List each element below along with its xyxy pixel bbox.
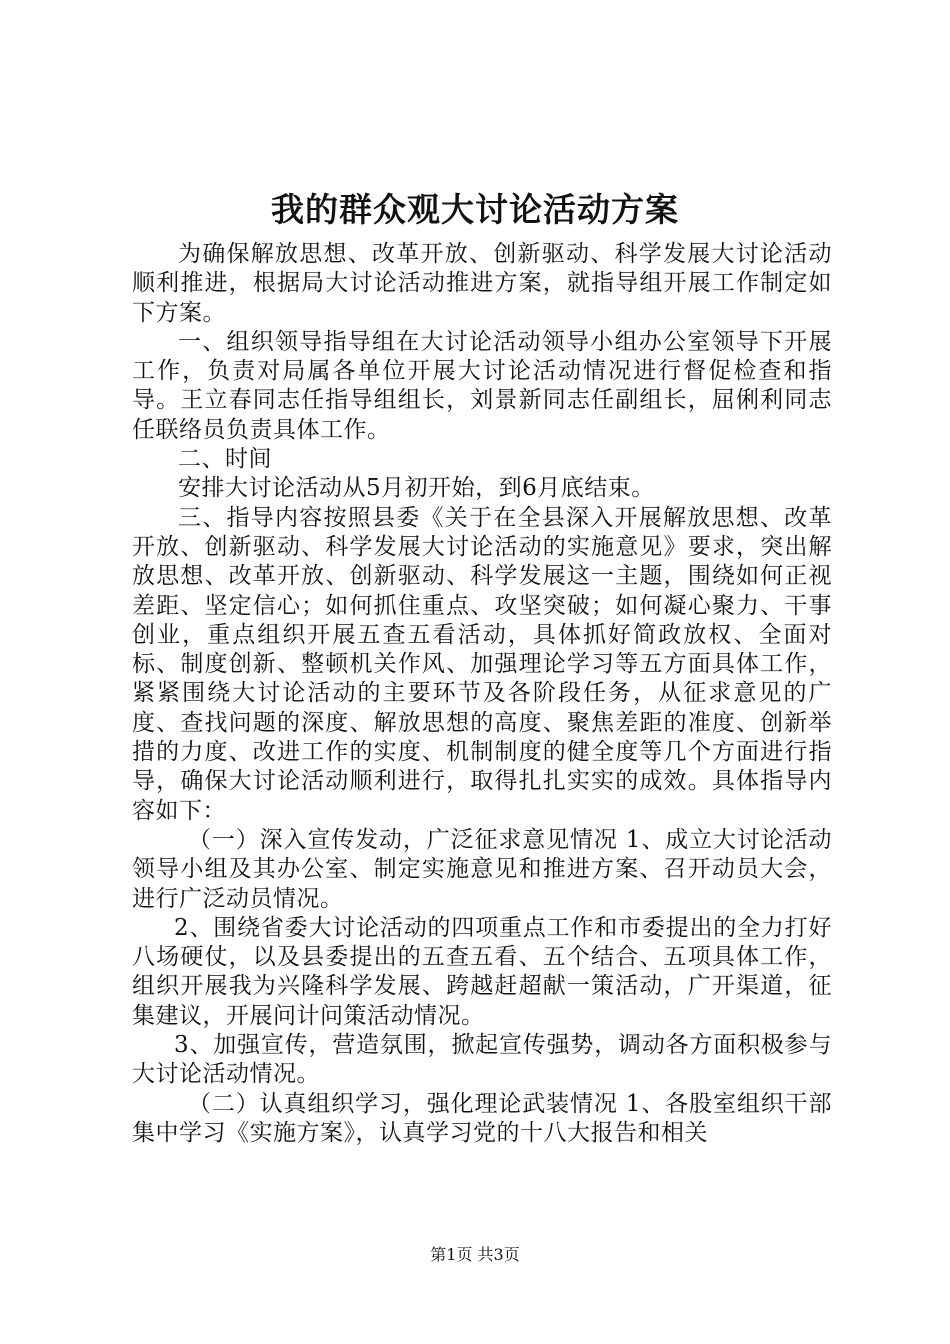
- paragraph-item-3: 3、加强宣传，营造氛围，掀起宣传强势，调动各方面积极参与大讨论活动情况。: [132, 1032, 832, 1088]
- paragraph-subsection-1: （一）深入宣传发动，广泛征求意见情况 1、成立大讨论活动领导小组及其办公室、制定实施意见和推进方案、召开动员大会，进行广泛动员情况。: [132, 826, 832, 912]
- document-body: [132, 240, 832, 1148]
- paragraph-subsection-2: （二）认真组织学习，强化理论武装情况 1、各股室组织干部集中学习《实施方案》，认真学习党的十八大报告和相关: [132, 1090, 832, 1146]
- document-title: 我的群众观大讨论活动方案: [271, 190, 679, 229]
- paragraph-section-2-heading: 二、时间: [178, 446, 272, 473]
- paragraph-section-1: 一、组织领导指导组在大讨论活动领导小组办公室领导下开展工作，负责对局属各单位开展大讨论活动情况进行督促检查和指导。王立春同志任指导组组长，刘景新同志任副组长，屈俐利同志任联络员负责具体工作。: [132, 328, 832, 443]
- page-footer: 第1页 共3页: [430, 1245, 520, 1264]
- paragraph-section-3: 三、指导内容按照县委《关于在全县深入开展解放思想、改革开放、创新驱动、科学发展大讨论活动的实施意见》要求，突出解放思想、改革开放、创新驱动、科学发展这一主题，围绕如何正视差距、坚定信心；如何抓住重点、攻坚突破；如何凝心聚力、干事创业，重点组织开展五查五看活动，具体抓好简政放权、全面对标、制度创新、整顿机关作风、加强理论学习等五方面具体工作，紧紧围绕大讨论活动的主要环节及各阶段任务，从征求意见的广度、查找问题的深度、解放思想的高度、聚焦差距的准度、创新举措的力度、改进工作的实度、机制制度的健全度等几个方面进行指导，确保大讨论活动顺利进行，取得扎扎实实的成效。具体指导内容如下：: [132, 504, 832, 824]
- paragraph-intro: 为确保解放思想、改革开放、创新驱动、科学发展大讨论活动顺利推进，根据局大讨论活动推进方案，就指导组开展工作制定如下方案。: [132, 241, 832, 326]
- paragraph-section-2-body: 安排大讨论活动从5月初开始，到6月底结束。: [178, 475, 655, 502]
- paragraph-item-2: 2、围绕省委大讨论活动的四项重点工作和市委提出的全力打好八场硬仗，以及县委提出的五查五看、五个结合、五项具体工作，组织开展我为兴隆科学发展、跨越赶超献一策活动，广开渠道，征集建议，开展问计问策活动情况。: [132, 914, 832, 1029]
